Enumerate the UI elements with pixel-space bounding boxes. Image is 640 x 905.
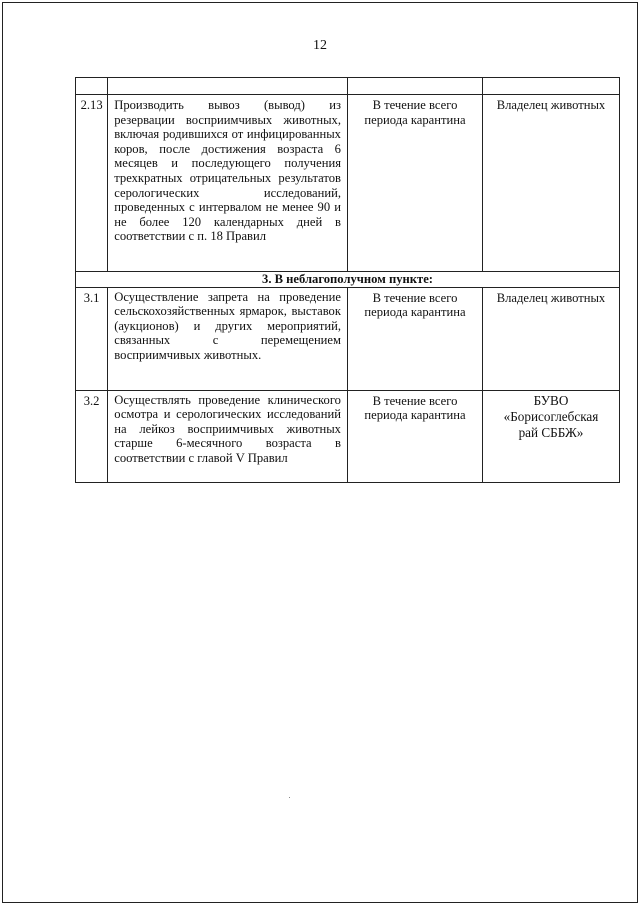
row-number: 2.13 bbox=[80, 98, 103, 112]
responsible-line: БУВО bbox=[533, 392, 569, 408]
section-header-row bbox=[76, 272, 620, 288]
row-term: В течение всего периода карантина bbox=[364, 98, 466, 127]
table-header-blank-row bbox=[76, 78, 620, 95]
table-row bbox=[76, 390, 620, 482]
scan-speck bbox=[289, 797, 290, 798]
row-action: Осуществление запрета на проведение сельскохозяйственных ярмарок, выставок (аукционов) и других мероприятий, связанных с перемещением восприимчивых животных. bbox=[114, 289, 341, 362]
row-responsible: Владелец животных bbox=[496, 290, 606, 305]
section-title: 3. В неблагополучном пункте: bbox=[262, 272, 433, 286]
row-action: Осуществлять проведение клинического осмотра и серологических исследований на лейкоз восприимчивых животных старше 6-месячного возраста в соответствии с главой V Правил bbox=[114, 392, 341, 465]
table-row bbox=[76, 287, 620, 390]
row-responsible: Владелец животных bbox=[496, 98, 606, 112]
responsible-line: рай СББЖ» bbox=[518, 424, 584, 440]
responsible-line: «Борисоглебская bbox=[503, 408, 599, 424]
row-term: В течение всего периода карантина bbox=[364, 290, 466, 320]
table-row bbox=[76, 95, 620, 272]
page-number: 12 bbox=[313, 38, 327, 53]
row-term: В течение всего периода карантина bbox=[364, 393, 466, 423]
row-action: Производить вывоз (вывод) из резервации восприимчивых животных, включая родившихся от инфицированных коров, после достижения возраста 6 месяцев и последующего получения трехкратных отрицательных результатов серологических исследований, проведенных с интервалом не менее 90 и не более 120 календарных дней в соответствии с п. 18 Правил bbox=[114, 98, 341, 244]
row-responsible bbox=[483, 391, 619, 441]
measures-table bbox=[75, 77, 620, 483]
row-number: 3.1 bbox=[83, 290, 100, 305]
row-number: 3.2 bbox=[83, 393, 100, 408]
